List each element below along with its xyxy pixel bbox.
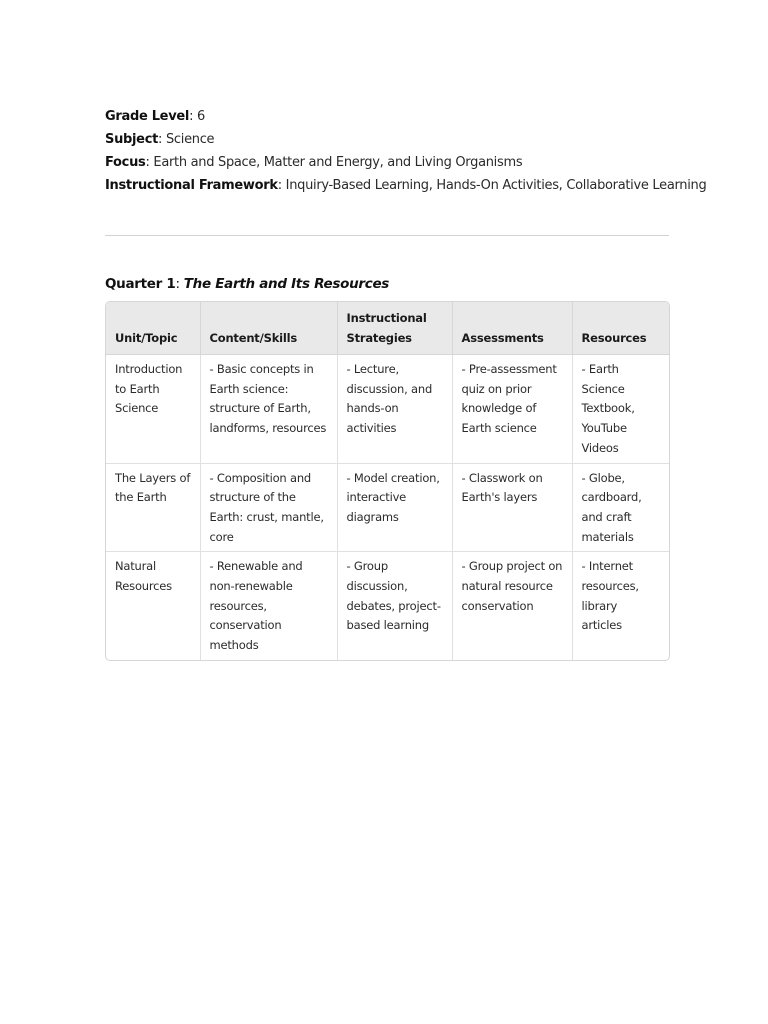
table-cell: - Internet resources, library articles: [581, 559, 639, 633]
grade-level-line: Grade Level: 6: [105, 109, 205, 124]
horizontal-divider: [105, 235, 669, 236]
curriculum-table-container: [105, 301, 670, 661]
subject-line: Subject: Science: [105, 132, 215, 147]
column-header: Unit/Topic: [106, 302, 200, 355]
table-cell: - Group discussion, debates, project-based learning: [337, 552, 452, 660]
table-cell: Introduction to Earth Science: [106, 355, 200, 464]
column-header: Instructional Strategies: [337, 302, 452, 355]
subject-key: Subject: [105, 132, 159, 147]
table-cell: - Globe, cardboard, and craft materials: [572, 463, 669, 552]
grade-level-value: 6: [196, 109, 205, 124]
table-cell: - Composition and structure of the Earth: crust, mantle, core: [200, 463, 337, 552]
framework-key: Instructional Framework: [105, 178, 278, 193]
focus-value: Earth and Space, Matter and Energy, and Living Organisms: [153, 155, 523, 170]
column-header: Resources: [572, 302, 669, 355]
grade-level-key: Grade Level: [105, 109, 190, 124]
table-row: [106, 355, 669, 464]
table-cell: - Lecture, discussion, and hands-on activities: [337, 355, 452, 464]
table-cell: - Model creation, interactive diagrams: [337, 463, 452, 552]
table-row: [106, 463, 669, 552]
table-row: [106, 552, 669, 660]
column-header: Content/Skills: [200, 302, 337, 355]
table-cell: - Group project on natural resource conservation: [452, 552, 572, 660]
table-cell: Natural Resources: [106, 552, 200, 660]
quarter-label: Quarter 1: [105, 276, 176, 292]
table-header-row: [106, 302, 669, 355]
focus-key: Focus: [105, 155, 146, 170]
framework-line: Instructional Framework: Inquiry-Based Learning, Hands-On Activities, Collaborative Learning: [105, 178, 707, 193]
focus-line: Focus: Earth and Space, Matter and Energy, and Living Organisms: [105, 155, 523, 170]
quarter-heading: Quarter 1: The Earth and Its Resources: [105, 276, 390, 292]
table-cell: - Pre-assessment quiz on prior knowledge of Earth science: [452, 355, 572, 464]
course-info: [105, 105, 705, 197]
column-header: Assessments: [452, 302, 572, 355]
quarter-title: The Earth and Its Resources: [183, 276, 390, 292]
table-cell: - Classwork on Earth's layers: [452, 463, 572, 552]
table-cell: - Renewable and non-renewable resources, conservation methods: [200, 552, 337, 660]
table-cell: - Earth Science Textbook, YouTube Videos: [572, 355, 669, 464]
table-cell: - Basic concepts in Earth science: structure of Earth, landforms, resources: [200, 355, 337, 464]
subject-value: Science: [165, 132, 215, 147]
table-cell: The Layers of the Earth: [106, 463, 200, 552]
framework-value: Inquiry-Based Learning, Hands-On Activities, Collaborative Learning: [285, 178, 707, 193]
curriculum-table: [106, 302, 669, 660]
